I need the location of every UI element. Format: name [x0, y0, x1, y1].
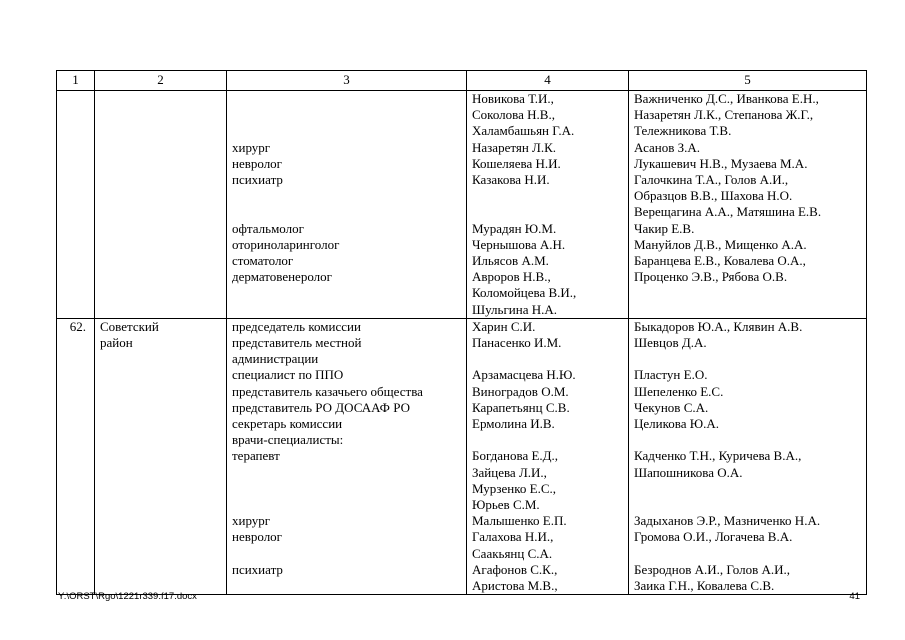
position-line — [232, 465, 461, 481]
column-header: 3 — [227, 71, 467, 91]
position-line: хирург — [232, 513, 271, 529]
reserve-member-line: Громова О.И., Логачева В.А. — [634, 529, 793, 545]
reserve-member-line: Галочкина Т.А., Голов А.И., — [634, 172, 789, 188]
column-header: 4 — [467, 71, 629, 91]
reserve-members-cell — [629, 91, 867, 319]
reserve-member-line: Проценко Э.В., Рябова О.В. — [634, 269, 788, 285]
main-member-line: Новикова Т.И., — [472, 91, 554, 106]
reserve-member-line: Чакир Е.В. — [634, 220, 695, 236]
position-line: врачи-специалисты: — [232, 432, 344, 448]
reserve-member-line: Асанов З.А. — [634, 139, 701, 155]
main-member-line: Зайцева Л.И., — [472, 464, 547, 480]
main-member-line: Харин С.И. — [472, 318, 536, 334]
main-member-line: Ермолина И.В. — [472, 416, 555, 432]
file-path: Y:\ORST\Rgo\1221r339.f17.docx — [58, 591, 197, 602]
reserve-member-line: Шевцов Д.А. — [634, 335, 707, 351]
position-line — [232, 107, 461, 123]
district-cell — [95, 91, 227, 319]
position-line: дерматовенеролог — [232, 269, 332, 285]
position-line — [232, 481, 461, 497]
position-line: психиатр — [232, 171, 283, 187]
reserve-member-line: Баранцева Е.В., Ковалева О.А., — [634, 253, 806, 269]
position-line: невролог — [232, 155, 283, 171]
document-page — [56, 70, 866, 595]
district-line: район — [100, 335, 133, 351]
district-cell — [95, 318, 227, 594]
main-member-line: Виноградов О.М. — [472, 383, 569, 399]
position-line: секретарь комиссии — [232, 416, 343, 432]
main-member-line: Соколова Н.В., — [472, 107, 555, 123]
positions-cell — [227, 91, 467, 319]
position-line: стоматолог — [232, 252, 294, 268]
position-line: терапевт — [232, 448, 280, 464]
position-line: специалист по ППО — [232, 367, 344, 383]
reserve-member-line: Важниченко Д.С., Иванкова Е.Н., — [634, 91, 819, 106]
row-number-text: 62. — [69, 318, 86, 334]
main-member-line — [472, 204, 623, 220]
main-member-line: Халамбашьян Г.А. — [472, 123, 575, 139]
position-line: представитель казачьего общества — [232, 383, 423, 399]
column-header: 1 — [57, 71, 95, 91]
reserve-member-line: Мануйлов Д.В., Мищенко А.А. — [634, 236, 807, 252]
position-line — [232, 546, 461, 562]
reserve-member-line: Шепеленко Е.С. — [634, 383, 724, 399]
main-member-line: Шульгина Н.А. — [472, 301, 558, 317]
reserve-member-line: Пластун Е.О. — [634, 367, 708, 383]
reserve-members-cell — [629, 318, 867, 594]
reserve-member-line: Задыханов Э.Р., Мазниченко Н.А. — [634, 513, 821, 529]
commission-table — [56, 70, 867, 595]
main-member-line: Чернышова А.Н. — [472, 236, 566, 252]
main-member-line: Галахова Н.И., — [472, 529, 554, 545]
positions-cell — [227, 318, 467, 594]
main-member-line: Малышенко Е.П. — [472, 513, 567, 529]
reserve-member-line — [634, 302, 861, 318]
reserve-member-line: Лукашевич Н.В., Музаева М.А. — [634, 155, 808, 171]
reserve-member-line — [634, 285, 861, 301]
main-member-line: Агафонов С.К., — [472, 561, 558, 577]
reserve-member-line: Заика Г.Н., Ковалева С.В. — [634, 577, 775, 593]
reserve-member-line — [634, 481, 861, 497]
table-row — [57, 318, 867, 594]
table-row — [57, 91, 867, 319]
position-line: председатель комиссии — [232, 318, 361, 334]
main-member-line: Юрьев С.М. — [472, 497, 540, 513]
reserve-member-line: Шапошникова О.А. — [634, 464, 743, 480]
main-member-line: Панасенко И.М. — [472, 335, 562, 351]
reserve-member-line: Быкадоров Ю.А., Клявин А.В. — [634, 318, 803, 334]
position-line: психиатр — [232, 561, 283, 577]
position-line — [232, 497, 461, 513]
reserve-member-line: Кадченко Т.Н., Куричева В.А., — [634, 448, 802, 464]
position-line — [232, 285, 461, 301]
position-line: офтальмолог — [232, 220, 304, 236]
reserve-member-line: Назаретян Л.К., Степанова Ж.Г., — [634, 107, 814, 123]
position-line — [232, 302, 461, 318]
main-member-line: Мурзенко Е.С., — [472, 480, 557, 496]
reserve-member-line: Образцов В.В., Шахова Н.О. — [634, 188, 793, 204]
main-member-line: Кошеляева Н.И. — [472, 155, 561, 171]
position-line: представитель местной — [232, 335, 362, 351]
reserve-member-line — [634, 497, 861, 513]
reserve-member-line: Целикова Ю.А. — [634, 416, 719, 432]
position-line — [232, 91, 461, 107]
reserve-member-line: Тележникова Т.В. — [634, 123, 732, 139]
reserve-member-line: Верещагина А.А., Матяшина Е.В. — [634, 204, 822, 220]
header-row — [57, 71, 867, 91]
column-header: 5 — [629, 71, 867, 91]
main-member-line: Арзамасцева Н.Ю. — [472, 367, 576, 383]
position-line: администрации — [232, 351, 319, 367]
main-member-line — [472, 351, 623, 367]
main-member-line: Ильясов А.М. — [472, 253, 549, 268]
main-member-line — [472, 432, 623, 448]
position-line — [232, 123, 461, 139]
row-number — [57, 91, 95, 319]
page-number: 41 — [849, 591, 860, 602]
main-members-cell — [467, 318, 629, 594]
main-member-line: Богданова Е.Д., — [472, 448, 559, 464]
main-member-line — [472, 188, 623, 204]
reserve-member-line — [634, 351, 861, 367]
main-member-line: Аристова М.В., — [472, 578, 558, 594]
column-header: 2 — [95, 71, 227, 91]
main-member-line: Казакова Н.И. — [472, 172, 550, 188]
district-line: Советский — [100, 318, 159, 334]
main-member-line: Назаретян Л.К. — [472, 139, 557, 155]
position-line — [232, 578, 461, 594]
position-line: хирург — [232, 139, 271, 155]
main-member-line: Коломойцева В.И., — [472, 285, 577, 301]
main-member-line: Карапетьянц С.В. — [472, 399, 570, 415]
row-number — [57, 318, 95, 594]
reserve-member-line — [634, 432, 861, 448]
main-members-cell — [467, 91, 629, 319]
position-line: невролог — [232, 529, 283, 545]
position-line — [232, 188, 461, 204]
position-line: представитель РО ДОСААФ РО — [232, 399, 410, 415]
reserve-member-line — [634, 546, 861, 562]
position-line — [232, 204, 461, 220]
main-member-line: Мурадян Ю.М. — [472, 220, 557, 236]
row-number-text — [62, 91, 86, 107]
reserve-member-line: Чекунов С.А. — [634, 399, 709, 415]
main-member-line: Саакьянц С.А. — [472, 545, 553, 561]
reserve-member-line: Безроднов А.И., Голов А.И., — [634, 561, 790, 577]
main-member-line: Авроров Н.В., — [472, 269, 551, 285]
district-line — [100, 91, 221, 107]
position-line: оториноларинголог — [232, 236, 340, 252]
